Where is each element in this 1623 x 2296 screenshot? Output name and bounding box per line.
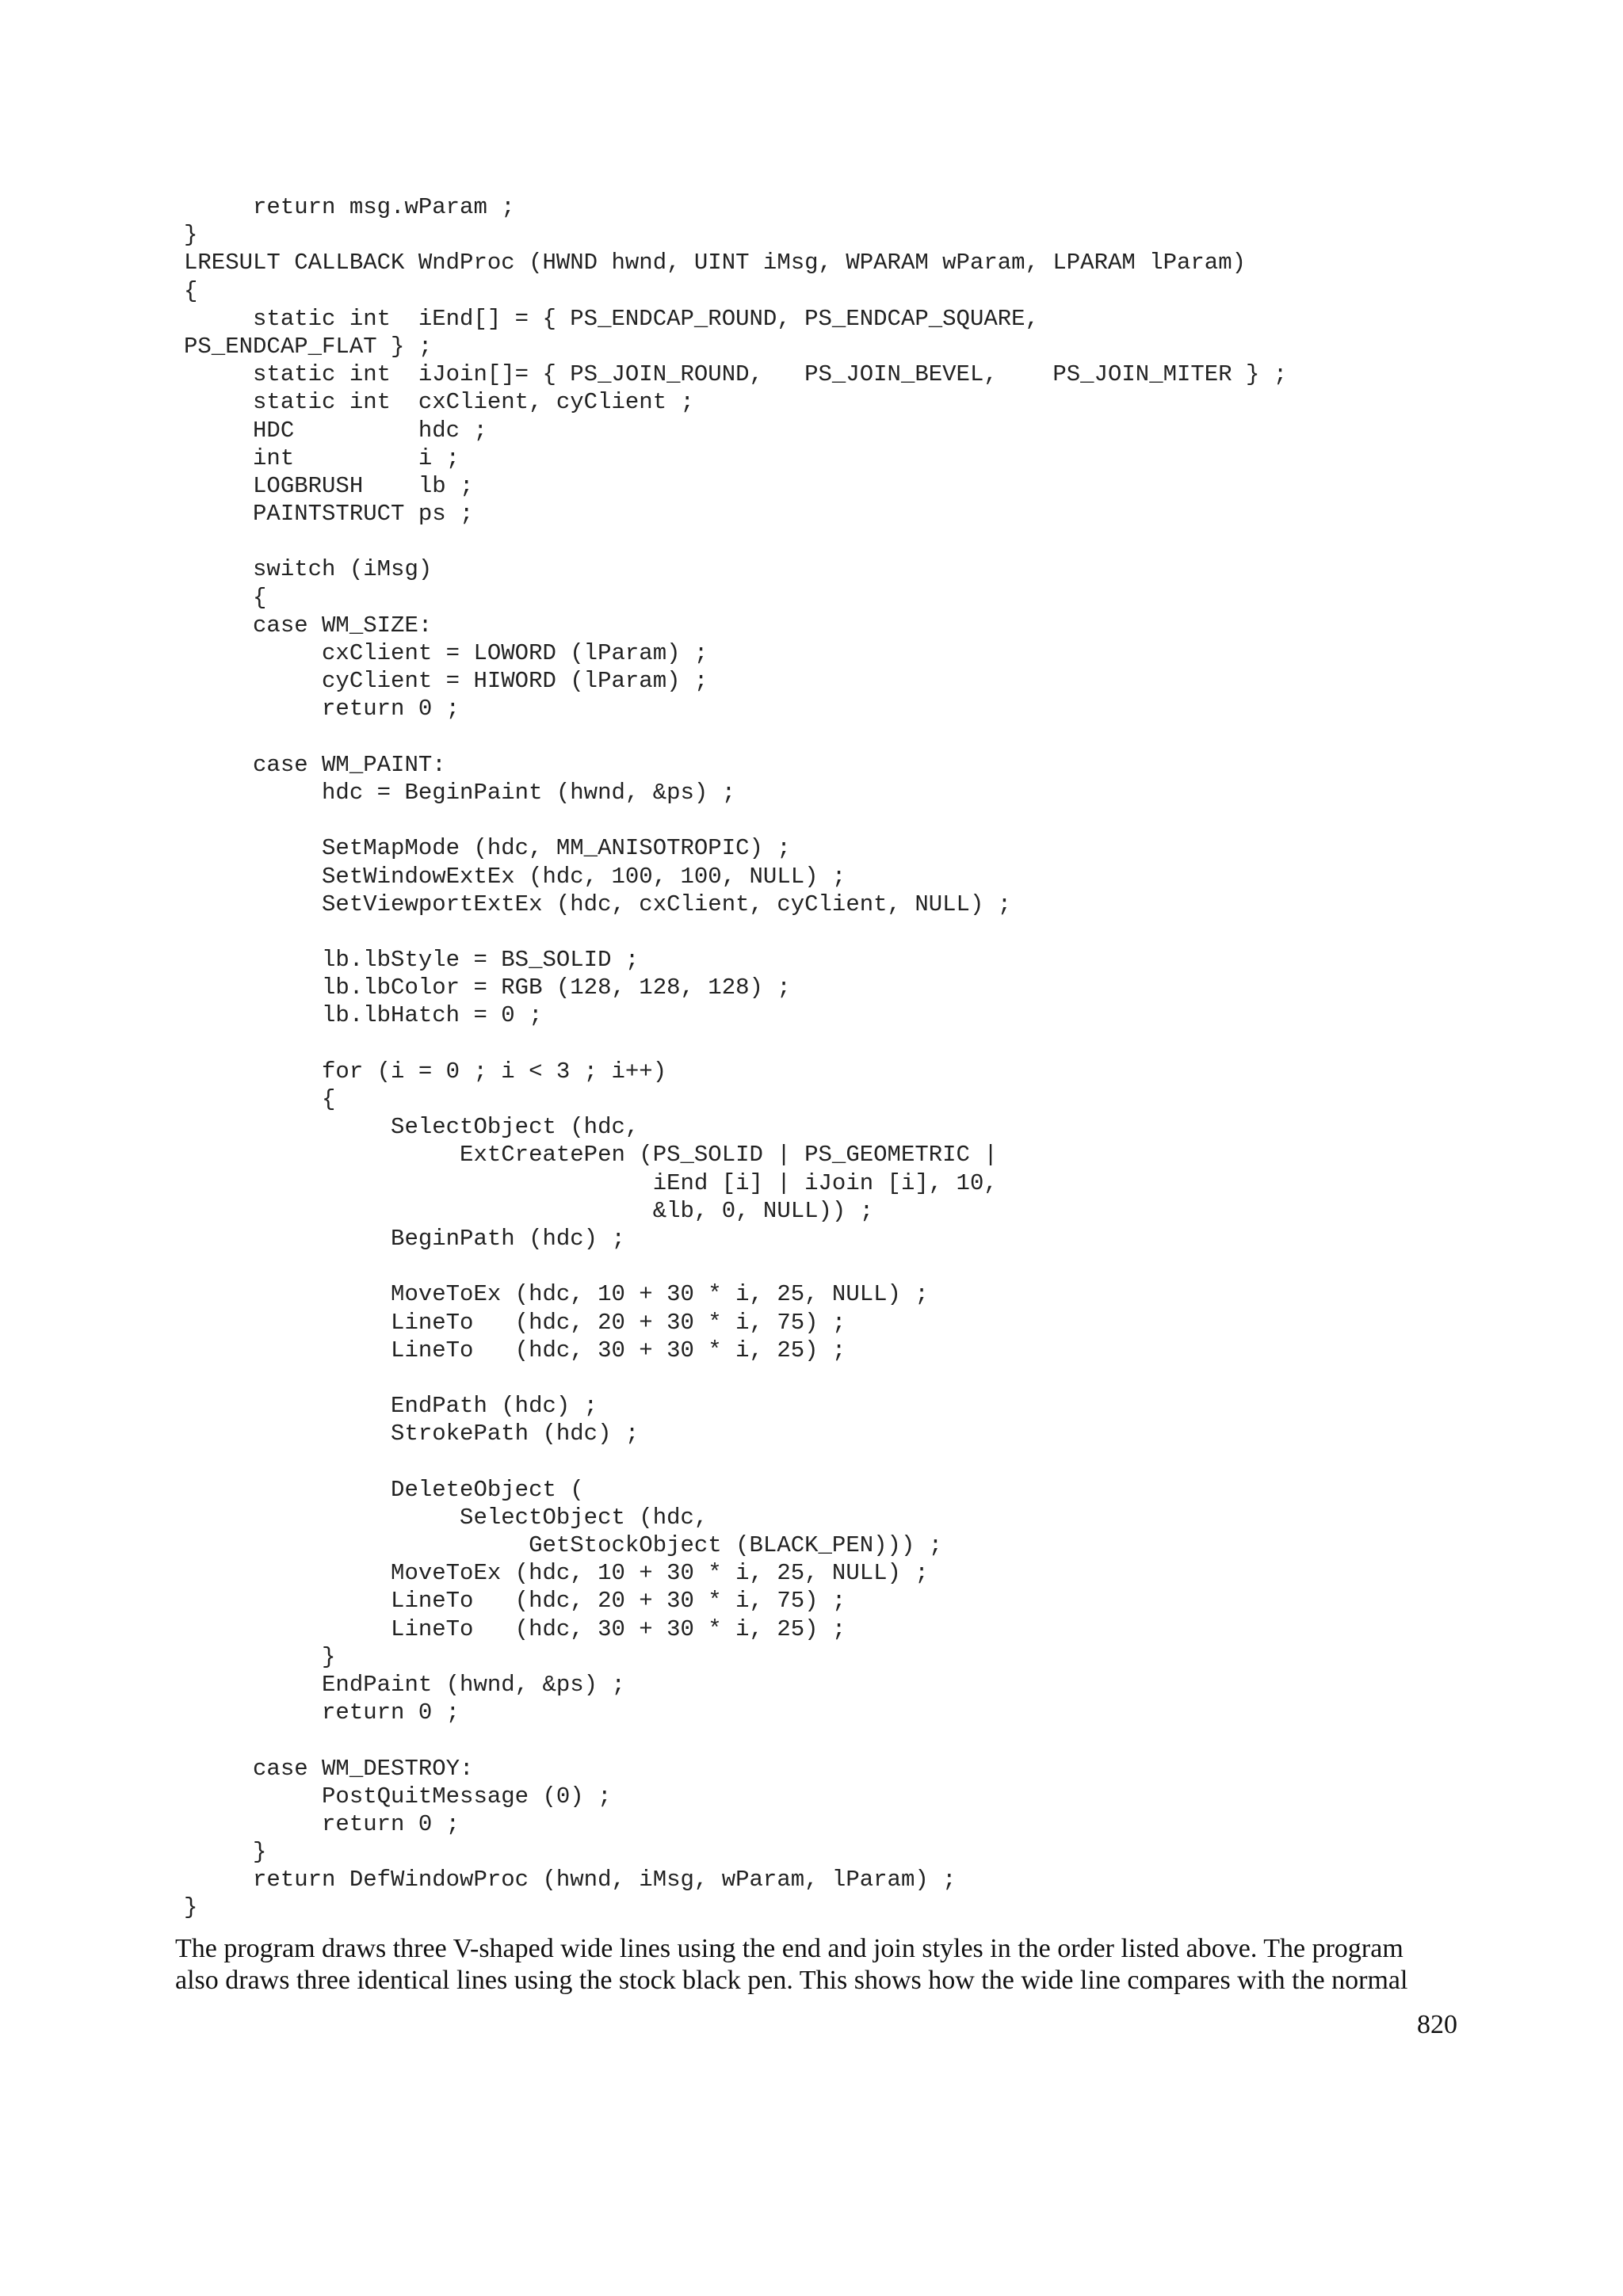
code-line bbox=[184, 1253, 1594, 1280]
code-line: static int iJoin[]= { PS_JOIN_ROUND, PS_JOIN_BEVEL, PS_JOIN_MITER } ; bbox=[184, 361, 1288, 388]
code-line: &lb, 0, NULL)) ; bbox=[184, 1197, 874, 1224]
code-line: { bbox=[184, 1086, 336, 1112]
code-line: { bbox=[184, 584, 267, 611]
code-line: } bbox=[184, 1643, 336, 1670]
code-line: LRESULT CALLBACK WndProc (HWND hwnd, UINT iMsg, WPARAM wParam, LPARAM lParam) bbox=[184, 250, 1247, 277]
code-line: SelectObject (hdc, bbox=[184, 1504, 708, 1531]
code-line: return msg.wParam ; bbox=[184, 194, 515, 220]
code-line: { bbox=[184, 277, 198, 304]
code-line bbox=[184, 807, 1594, 834]
code-line bbox=[184, 918, 1594, 946]
code-line: LineTo (hdc, 30 + 30 * i, 25) ; bbox=[184, 1615, 846, 1642]
paragraph-line: also draws three identical lines using the stock black pen. This shows how the wide line compares with the normal bbox=[175, 1966, 1408, 1995]
code-listing bbox=[184, 193, 1594, 1922]
code-line: iEnd [i] | iJoin [i], 10, bbox=[184, 1169, 998, 1196]
code-line bbox=[184, 1726, 1594, 1754]
code-line: return 0 ; bbox=[184, 1810, 460, 1837]
code-line: DeleteObject ( bbox=[184, 1476, 584, 1503]
body-paragraph bbox=[175, 1933, 1459, 1997]
code-line: MoveToEx (hdc, 10 + 30 * i, 25, NULL) ; bbox=[184, 1560, 929, 1587]
code-line: for (i = 0 ; i < 3 ; i++) bbox=[184, 1058, 667, 1085]
code-line: MoveToEx (hdc, 10 + 30 * i, 25, NULL) ; bbox=[184, 1281, 929, 1308]
code-line bbox=[184, 1030, 1594, 1058]
code-line: PAINTSTRUCT ps ; bbox=[184, 501, 474, 528]
code-line: static int cxClient, cyClient ; bbox=[184, 389, 694, 416]
code-line: PS_ENDCAP_FLAT } ; bbox=[184, 333, 433, 360]
code-line: lb.lbStyle = BS_SOLID ; bbox=[184, 947, 640, 974]
code-line: GetStockObject (BLACK_PEN))) ; bbox=[184, 1532, 943, 1558]
code-line: SetWindowExtEx (hdc, 100, 100, NULL) ; bbox=[184, 863, 846, 890]
code-line: ExtCreatePen (PS_SOLID | PS_GEOMETRIC | bbox=[184, 1142, 998, 1169]
code-line: int i ; bbox=[184, 444, 460, 471]
code-line: case WM_PAINT: bbox=[184, 751, 446, 778]
code-line: } bbox=[184, 222, 198, 249]
code-line: PostQuitMessage (0) ; bbox=[184, 1783, 612, 1810]
code-line: lb.lbColor = RGB (128, 128, 128) ; bbox=[184, 974, 791, 1001]
code-line: case WM_DESTROY: bbox=[184, 1755, 474, 1782]
code-line: static int iEnd[] = { PS_ENDCAP_ROUND, PS_ENDCAP_SQUARE, bbox=[184, 305, 1039, 332]
code-line: return 0 ; bbox=[184, 1699, 460, 1726]
code-line: switch (iMsg) bbox=[184, 556, 433, 583]
code-line: HDC hdc ; bbox=[184, 417, 487, 444]
code-line: lb.lbHatch = 0 ; bbox=[184, 1002, 543, 1029]
code-line: LineTo (hdc, 30 + 30 * i, 25) ; bbox=[184, 1337, 846, 1363]
code-line: case WM_SIZE: bbox=[184, 612, 433, 639]
code-line: StrokePath (hdc) ; bbox=[184, 1421, 640, 1447]
code-line: hdc = BeginPaint (hwnd, &ps) ; bbox=[184, 779, 736, 806]
code-line: LineTo (hdc, 20 + 30 * i, 75) ; bbox=[184, 1588, 846, 1615]
code-line: } bbox=[184, 1894, 198, 1921]
page-number: 820 bbox=[1417, 2010, 1457, 2039]
code-line: return DefWindowProc (hwnd, iMsg, wParam, lParam) ; bbox=[184, 1867, 957, 1894]
code-line bbox=[184, 1364, 1594, 1392]
code-line: LineTo (hdc, 20 + 30 * i, 75) ; bbox=[184, 1309, 846, 1336]
code-line: BeginPath (hdc) ; bbox=[184, 1225, 625, 1252]
code-line bbox=[184, 528, 1594, 555]
code-line: SetMapMode (hdc, MM_ANISOTROPIC) ; bbox=[184, 835, 791, 862]
code-line: LOGBRUSH lb ; bbox=[184, 472, 474, 499]
code-line: } bbox=[184, 1839, 267, 1866]
code-line: EndPath (hdc) ; bbox=[184, 1393, 598, 1420]
code-line: EndPaint (hwnd, &ps) ; bbox=[184, 1671, 625, 1698]
code-line: return 0 ; bbox=[184, 696, 460, 723]
code-line bbox=[184, 723, 1594, 751]
code-line: cyClient = HIWORD (lParam) ; bbox=[184, 668, 708, 695]
code-line: cxClient = LOWORD (lParam) ; bbox=[184, 640, 708, 666]
code-line: SelectObject (hdc, bbox=[184, 1114, 640, 1141]
paragraph-line: The program draws three V-shaped wide lines using the end and join styles in the order listed above. The program bbox=[175, 1934, 1403, 1963]
code-line bbox=[184, 1447, 1594, 1475]
code-line: SetViewportExtEx (hdc, cxClient, cyClient, NULL) ; bbox=[184, 891, 1012, 917]
